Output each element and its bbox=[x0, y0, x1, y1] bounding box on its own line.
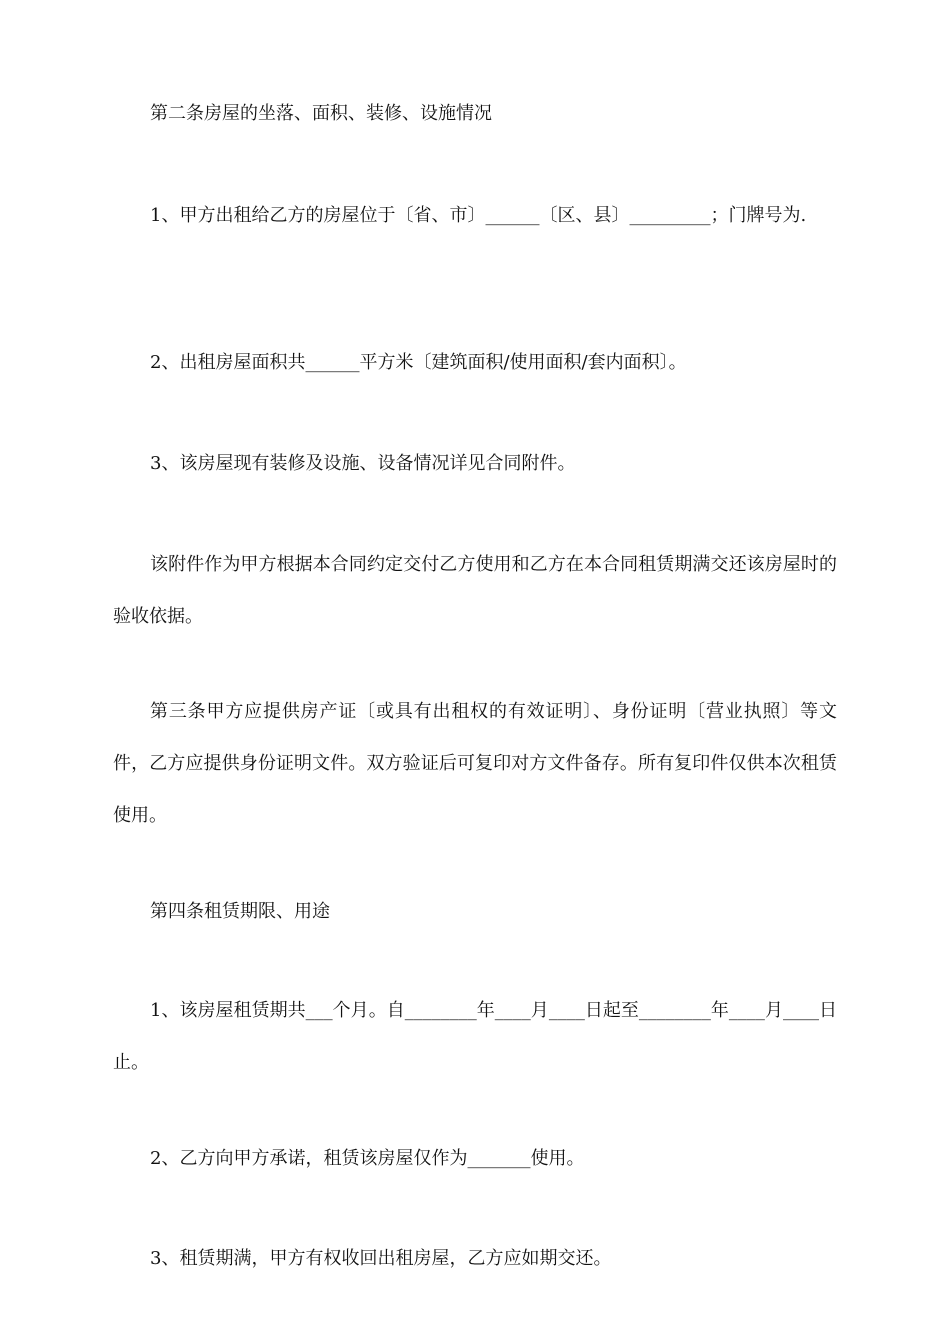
clause-usage: 2、乙方向甲方承诺，租赁该房屋仅作为_______使用。 bbox=[150, 1148, 585, 1169]
clause-location: 1、甲方出租给乙方的房屋位于〔省、市〕______〔区、县〕_________；门牌号为. bbox=[150, 205, 807, 226]
clause-lease-expiry: 3、租赁期满，甲方有权收回出租房屋，乙方应如期交还。 bbox=[150, 1248, 612, 1269]
clause-lease-term: 1、该房屋租赁期共___个月。自________年____月____日起至________年____月____日止。 bbox=[113, 1000, 837, 1073]
article-3-documents: 第三条甲方应提供房产证〔或具有出租权的有效证明〕、身份证明〔营业执照〕等文件，乙方应提供身份证明文件。双方验证后可复印对方文件备存。所有复印件仅供本次租赁使用。 bbox=[113, 701, 837, 826]
clause-attachment-note: 该附件作为甲方根据本合同约定交付乙方使用和乙方在本合同租赁期满交还该房屋时的验收依据。 bbox=[113, 554, 837, 627]
clause-area: 2、出租房屋面积共______平方米〔建筑面积/使用面积/套内面积〕。 bbox=[150, 352, 687, 373]
article-4-heading: 第四条租赁期限、用途 bbox=[150, 901, 330, 922]
clause-fixtures: 3、该房屋现有装修及设施、设备情况详见合同附件。 bbox=[150, 453, 576, 474]
article-2-heading: 第二条房屋的坐落、面积、装修、设施情况 bbox=[150, 103, 492, 124]
